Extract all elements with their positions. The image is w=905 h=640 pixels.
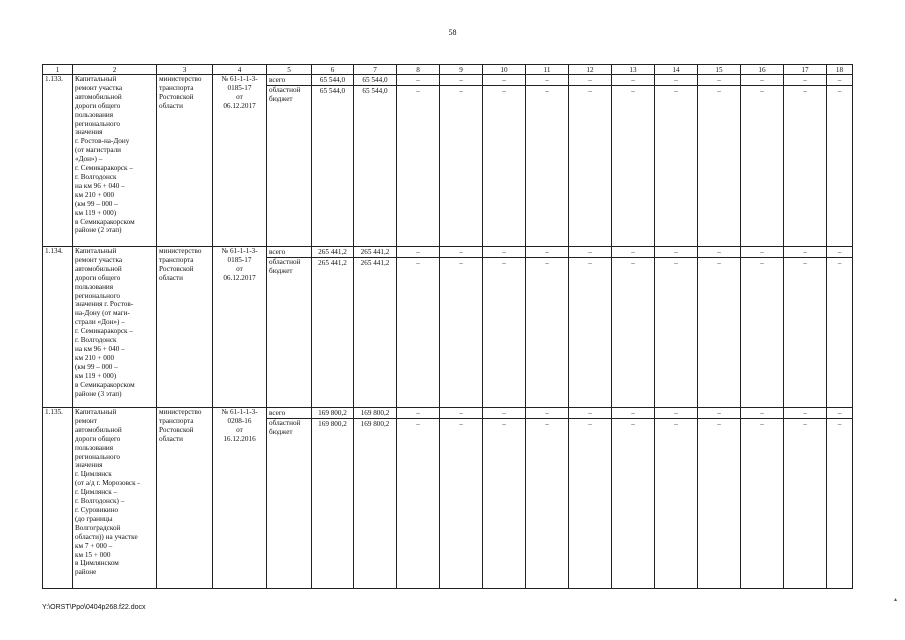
year-cost-cell xyxy=(354,247,397,408)
dash-total: – xyxy=(741,247,783,258)
dash-budget: – xyxy=(588,87,592,95)
empty-value-cell xyxy=(784,408,827,589)
customer-line: области xyxy=(159,434,184,443)
customer-cell xyxy=(157,408,213,589)
program-table xyxy=(42,64,853,589)
description-line: г. Суровикино xyxy=(75,505,119,514)
customer-cell xyxy=(157,75,213,247)
empty-value-cell xyxy=(612,247,655,408)
dash-budget: – xyxy=(803,87,807,95)
dash-total: – xyxy=(827,75,852,86)
description-line: на км 96 + 040 – xyxy=(75,181,125,190)
dash-budget: – xyxy=(588,420,592,428)
empty-value-cell xyxy=(397,247,440,408)
customer-line: Ростовской xyxy=(159,425,194,434)
customer-line: транспорта xyxy=(159,83,194,92)
corner-mark: ▴ xyxy=(893,597,897,603)
funding-budget-label: областной бюджет xyxy=(269,86,301,103)
customer-line: области xyxy=(159,101,184,110)
description-line: в Семикаракорском xyxy=(75,217,135,226)
dash-budget: – xyxy=(588,259,592,267)
description-line: районе xyxy=(75,568,97,577)
funding-total-label: всего xyxy=(267,75,311,86)
column-number-row xyxy=(43,65,853,75)
description-line: «Дон») – xyxy=(75,155,103,164)
empty-value-cell xyxy=(483,408,526,589)
expertise-line: от xyxy=(236,92,243,101)
dash-budget: – xyxy=(459,259,463,267)
description-line: в Цимлянском xyxy=(75,559,119,568)
expertise-line: от xyxy=(236,264,243,273)
year-cost-all: 65 544,0 xyxy=(354,75,396,86)
description-line: автомобильной xyxy=(75,264,122,273)
dash-budget: – xyxy=(803,420,807,428)
column-number: 16 xyxy=(741,65,784,75)
expertise-line: № 61-1-1-3- xyxy=(221,75,258,83)
dash-budget: – xyxy=(502,87,506,95)
dash-total: – xyxy=(483,247,525,258)
description-line: на-Дону (от маги- xyxy=(75,309,130,318)
customer-line: Ростовской xyxy=(159,92,194,101)
expertise-line: 06.12.2017 xyxy=(223,101,256,110)
description-line: Капитальный xyxy=(75,75,117,83)
dash-budget: – xyxy=(760,259,764,267)
dash-total: – xyxy=(698,247,740,258)
object-description xyxy=(73,247,157,408)
description-line: г. Волгодонск) – xyxy=(75,497,125,506)
year-cost-budget: 169 800,2 xyxy=(360,420,390,428)
table-row xyxy=(43,408,853,589)
object-description xyxy=(73,408,157,589)
dash-total: – xyxy=(784,75,826,86)
description-line: км 210 + 000 xyxy=(75,353,115,362)
empty-value-cell xyxy=(741,75,784,247)
description-line: г. Цимлянск – xyxy=(75,488,118,497)
column-number: 18 xyxy=(827,65,853,75)
dash-total: – xyxy=(655,408,697,419)
dash-total: – xyxy=(827,408,852,419)
year-cost-all: 169 800,2 xyxy=(354,408,396,419)
dash-budget: – xyxy=(459,420,463,428)
dash-total: – xyxy=(741,408,783,419)
dash-budget: – xyxy=(545,259,549,267)
dash-budget: – xyxy=(674,420,678,428)
dash-total: – xyxy=(397,408,439,419)
customer-line: министерство xyxy=(159,408,202,416)
dash-budget: – xyxy=(502,420,506,428)
column-number: 4 xyxy=(213,65,267,75)
description-line: районе (2 этап) xyxy=(75,226,122,235)
description-line: дороги общего xyxy=(75,101,121,110)
dash-total: – xyxy=(612,408,654,419)
empty-value-cell xyxy=(397,408,440,589)
column-number: 8 xyxy=(397,65,440,75)
table-row xyxy=(43,75,853,247)
dash-budget: – xyxy=(760,87,764,95)
table-row xyxy=(43,247,853,408)
empty-value-cell xyxy=(827,75,853,247)
dash-total: – xyxy=(483,408,525,419)
column-number: 14 xyxy=(655,65,698,75)
description-line: области)) на участке xyxy=(75,532,138,541)
dash-total: – xyxy=(784,247,826,258)
total-cost-cell xyxy=(312,247,354,408)
empty-value-cell xyxy=(526,75,569,247)
year-cost-budget: 65 544,0 xyxy=(362,87,388,95)
description-line: ремонт xyxy=(75,416,97,425)
funding-budget-label: областной бюджет xyxy=(269,419,301,436)
dash-total: – xyxy=(526,247,568,258)
dash-total: – xyxy=(569,247,611,258)
description-line: Капитальный xyxy=(75,408,117,416)
description-line: пользования xyxy=(75,443,114,452)
empty-value-cell xyxy=(784,75,827,247)
description-line: в Семикаракорском xyxy=(75,380,135,389)
dash-total: – xyxy=(655,75,697,86)
customer-line: транспорта xyxy=(159,416,194,425)
empty-value-cell xyxy=(655,75,698,247)
dash-budget: – xyxy=(416,87,420,95)
total-cost-all: 169 800,2 xyxy=(312,408,353,419)
page-number: 58 xyxy=(448,28,457,37)
column-number: 7 xyxy=(354,65,397,75)
dash-budget: – xyxy=(631,420,635,428)
description-line: г. Волгодонск xyxy=(75,172,117,181)
empty-value-cell xyxy=(827,408,853,589)
empty-value-cell xyxy=(483,247,526,408)
empty-value-cell xyxy=(827,247,853,408)
total-cost-cell xyxy=(312,75,354,247)
description-line: км 119 + 000) xyxy=(75,371,117,380)
description-line: значения xyxy=(75,461,103,470)
dash-budget: – xyxy=(674,87,678,95)
dash-budget: – xyxy=(674,259,678,267)
description-line: км 15 + 000 xyxy=(75,550,111,559)
dash-budget: – xyxy=(717,87,721,95)
dash-total: – xyxy=(397,75,439,86)
item-number: 1.133. xyxy=(43,75,73,247)
funding-source-cell xyxy=(267,247,312,408)
description-line: г. Волгодонск xyxy=(75,336,117,345)
dash-budget: – xyxy=(502,259,506,267)
dash-budget: – xyxy=(717,259,721,267)
column-number: 5 xyxy=(267,65,312,75)
empty-value-cell xyxy=(698,408,741,589)
empty-value-cell xyxy=(440,408,483,589)
empty-value-cell xyxy=(784,247,827,408)
funding-source-cell xyxy=(267,408,312,589)
empty-value-cell xyxy=(569,408,612,589)
column-number: 11 xyxy=(526,65,569,75)
description-line: (км 99 – 000 – xyxy=(75,362,118,371)
column-number: 1 xyxy=(43,65,73,75)
expertise-line: № 61-1-1-3- xyxy=(221,408,258,416)
empty-value-cell xyxy=(698,75,741,247)
description-line: км 7 + 000 – xyxy=(75,541,113,550)
dash-total: – xyxy=(698,75,740,86)
expertise-line: 0185-17 xyxy=(227,83,252,92)
description-line: г. Цимлянск xyxy=(75,470,112,479)
description-line: значения г. Ростов- xyxy=(75,300,134,309)
total-cost-cell xyxy=(312,408,354,589)
dash-total: – xyxy=(569,408,611,419)
funding-total-label: всего xyxy=(267,408,311,419)
description-line: регионального xyxy=(75,119,120,128)
column-number: 17 xyxy=(784,65,827,75)
total-cost-all: 65 544,0 xyxy=(312,75,353,86)
column-number: 9 xyxy=(440,65,483,75)
empty-value-cell xyxy=(526,247,569,408)
item-number: 1.134. xyxy=(43,247,73,408)
description-line: ремонт участка xyxy=(75,255,123,264)
description-line: значения xyxy=(75,128,103,137)
description-line: регионального xyxy=(75,291,120,300)
empty-value-cell xyxy=(741,247,784,408)
description-line: Капитальный xyxy=(75,247,117,255)
dash-budget: – xyxy=(545,420,549,428)
file-path: Y:\ORST\Ppo\0404p268.f22.docx xyxy=(42,604,146,611)
expertise-line: 0185-17 xyxy=(227,255,252,264)
empty-value-cell xyxy=(440,247,483,408)
description-line: (до границы xyxy=(75,514,113,523)
column-number: 6 xyxy=(312,65,354,75)
total-cost-budget: 265 441,2 xyxy=(318,259,347,267)
year-cost-cell xyxy=(354,75,397,247)
customer-line: министерство xyxy=(159,247,202,255)
customer-line: области xyxy=(159,273,184,282)
description-line: км 119 + 000) xyxy=(75,208,117,217)
dash-total: – xyxy=(397,247,439,258)
empty-value-cell xyxy=(569,75,612,247)
dash-budget: – xyxy=(545,87,549,95)
description-line: пользования xyxy=(75,282,114,291)
expertise-line: 06.12.2017 xyxy=(223,273,256,282)
description-line: (от магистрали xyxy=(75,146,122,155)
empty-value-cell xyxy=(569,247,612,408)
dash-total: – xyxy=(655,247,697,258)
empty-value-cell xyxy=(741,408,784,589)
dash-total: – xyxy=(526,408,568,419)
dash-total: – xyxy=(483,75,525,86)
funding-source-cell xyxy=(267,75,312,247)
year-cost-budget: 265 441,2 xyxy=(360,259,390,267)
empty-value-cell xyxy=(397,75,440,247)
expertise-line: от xyxy=(236,425,243,434)
description-line: районе (3 этап) xyxy=(75,389,122,398)
description-line: г. Семикаракорск – xyxy=(75,164,133,173)
expertise-cell xyxy=(213,408,267,589)
total-cost-budget: 169 800,2 xyxy=(318,420,347,428)
description-line: г. Семикаракорск – xyxy=(75,327,133,336)
customer-line: Ростовской xyxy=(159,264,194,273)
total-cost-budget: 65 544,0 xyxy=(319,87,346,95)
dash-total: – xyxy=(526,75,568,86)
dash-budget: – xyxy=(837,87,842,95)
description-line: регионального xyxy=(75,452,120,461)
description-line: км 210 + 000 xyxy=(75,190,115,199)
description-line: Волгоградской xyxy=(75,523,121,532)
dash-total: – xyxy=(698,408,740,419)
empty-value-cell xyxy=(612,408,655,589)
dash-budget: – xyxy=(459,87,463,95)
column-number: 3 xyxy=(157,65,213,75)
dash-total: – xyxy=(440,408,482,419)
empty-value-cell xyxy=(698,247,741,408)
description-line: дороги общего xyxy=(75,273,121,282)
description-line: (от а/д г. Морозовск - xyxy=(75,479,140,488)
empty-value-cell xyxy=(655,408,698,589)
dash-budget: – xyxy=(631,87,635,95)
column-number: 13 xyxy=(612,65,655,75)
column-number: 12 xyxy=(569,65,612,75)
customer-line: министерство xyxy=(159,75,202,83)
funding-total-label: всего xyxy=(267,247,311,258)
description-line: (км 99 – 000 – xyxy=(75,199,118,208)
description-line: страли «Дон») – xyxy=(75,318,125,327)
expertise-cell xyxy=(213,75,267,247)
description-line: г. Ростов-на-Дону xyxy=(75,137,130,146)
dash-total: – xyxy=(741,75,783,86)
empty-value-cell xyxy=(612,75,655,247)
dash-total: – xyxy=(569,75,611,86)
expertise-line: 16.12.2016 xyxy=(223,434,256,443)
item-number: 1.135. xyxy=(43,408,73,589)
column-number: 15 xyxy=(698,65,741,75)
dash-budget: – xyxy=(837,259,842,267)
dash-budget: – xyxy=(416,420,420,428)
year-cost-all: 265 441,2 xyxy=(354,247,396,258)
dash-total: – xyxy=(440,247,482,258)
object-description xyxy=(73,75,157,247)
empty-value-cell xyxy=(655,247,698,408)
description-line: пользования xyxy=(75,110,114,119)
dash-budget: – xyxy=(416,259,420,267)
funding-budget-label: областной бюджет xyxy=(269,258,301,275)
dash-budget: – xyxy=(717,420,721,428)
empty-value-cell xyxy=(526,408,569,589)
column-number: 10 xyxy=(483,65,526,75)
customer-cell xyxy=(157,247,213,408)
description-line: на км 96 + 040 – xyxy=(75,344,125,353)
description-line: автомобильной xyxy=(75,92,122,101)
dash-total: – xyxy=(612,75,654,86)
total-cost-all: 265 441,2 xyxy=(312,247,353,258)
dash-total: – xyxy=(827,247,852,258)
description-line: автомобильной xyxy=(75,425,122,434)
year-cost-cell xyxy=(354,408,397,589)
dash-budget: – xyxy=(837,420,842,428)
empty-value-cell xyxy=(483,75,526,247)
dash-budget: – xyxy=(631,259,635,267)
empty-value-cell xyxy=(440,75,483,247)
description-line: ремонт участка xyxy=(75,83,123,92)
dash-total: – xyxy=(612,247,654,258)
description-line: дороги общего xyxy=(75,434,121,443)
expertise-line: 0208-16 xyxy=(227,416,252,425)
dash-budget: – xyxy=(803,259,807,267)
expertise-cell xyxy=(213,247,267,408)
dash-total: – xyxy=(440,75,482,86)
customer-line: транспорта xyxy=(159,255,194,264)
column-number: 2 xyxy=(73,65,157,75)
dash-total: – xyxy=(784,408,826,419)
dash-budget: – xyxy=(760,420,764,428)
expertise-line: № 61-1-1-3- xyxy=(221,247,258,255)
